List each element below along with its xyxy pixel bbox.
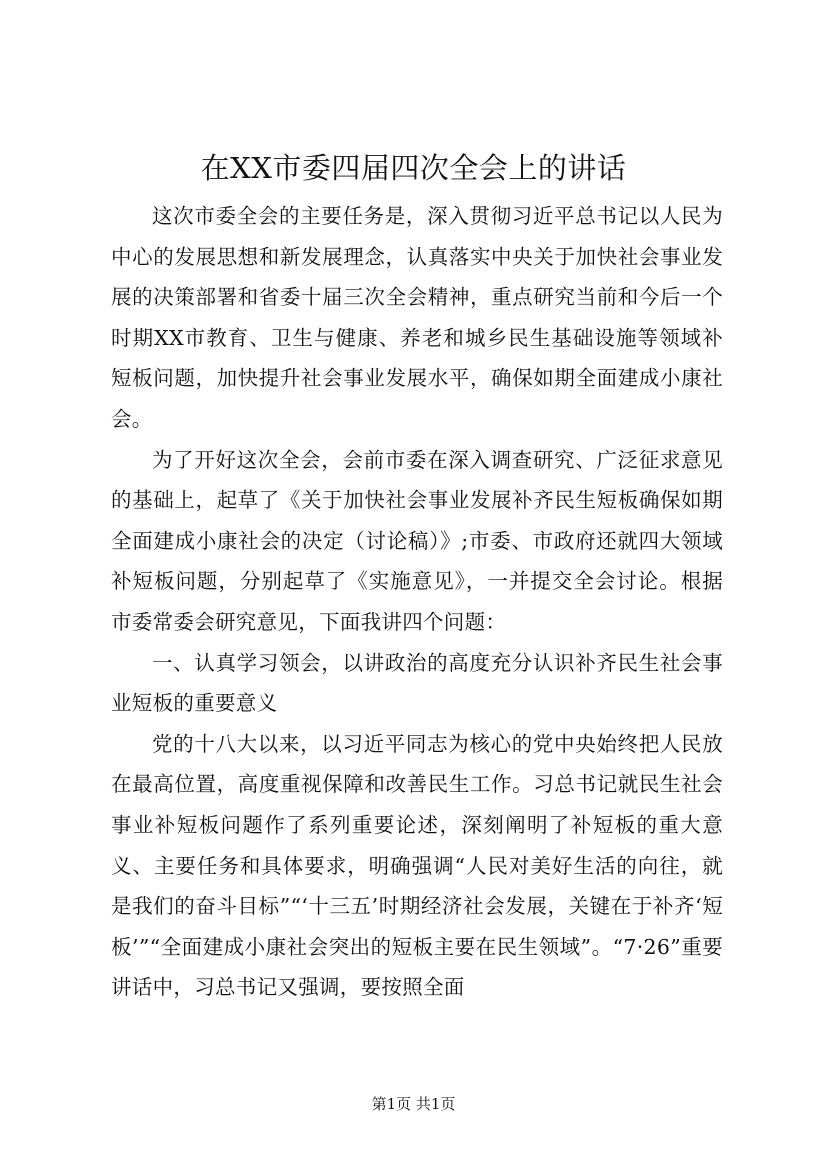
page-footer: 第1页 共1页 <box>371 1095 456 1113</box>
document-title: 在XX市委四届四次全会上的讲话 <box>200 151 627 185</box>
document-body <box>111 196 723 1008</box>
paragraph-party-central: 党的十八大以来，以习近平同志为核心的党中央始终把人民放在最高位置，高度重视保障和改善民生工作。习总书记就民生社会事业补短板问题作了系列重要论述，深刻阐明了补短板的重大意义、主要任务和具体要求，明确强调“人民对美好生活的向往，就是我们的奋斗目标”“‘十三五’时期经济社会发展，关键在于补齐‘短板’”“全面建成小康社会突出的短板主要在民生领域”。“7·26”重要讲话中，习总书记又强调，要按照全面 <box>111 731 723 1000</box>
paragraph-preparation: 为了开好这次全会，会前市委在深入调查研究、广泛征求意见的基础上，起草了《关于加快社会事业发展补齐民生短板确保如期全面建成小康社会的决定（讨论稿）》;市委、市政府还就四大领域补短板问题，分别起草了《实施意见》，一并提交全会讨论。根据市委常委会研究意见，下面我讲四个问题： <box>111 447 723 634</box>
paragraph-intro: 这次市委全会的主要任务是，深入贯彻习近平总书记以人民为中心的发展思想和新发展理念，认真落实中央关于加快社会事业发展的决策部署和省委十届三次全会精神，重点研究当前和今后一个时期XX市教育、卫生与健康、养老和城乡民生基础设施等领域补短板问题，加快提升社会事业发展水平，确保如期全面建成小康社会。 <box>111 204 723 431</box>
section-heading-one: 一、认真学习领会，以讲政治的高度充分认识补齐民生社会事业短板的重要意义 <box>111 650 723 716</box>
